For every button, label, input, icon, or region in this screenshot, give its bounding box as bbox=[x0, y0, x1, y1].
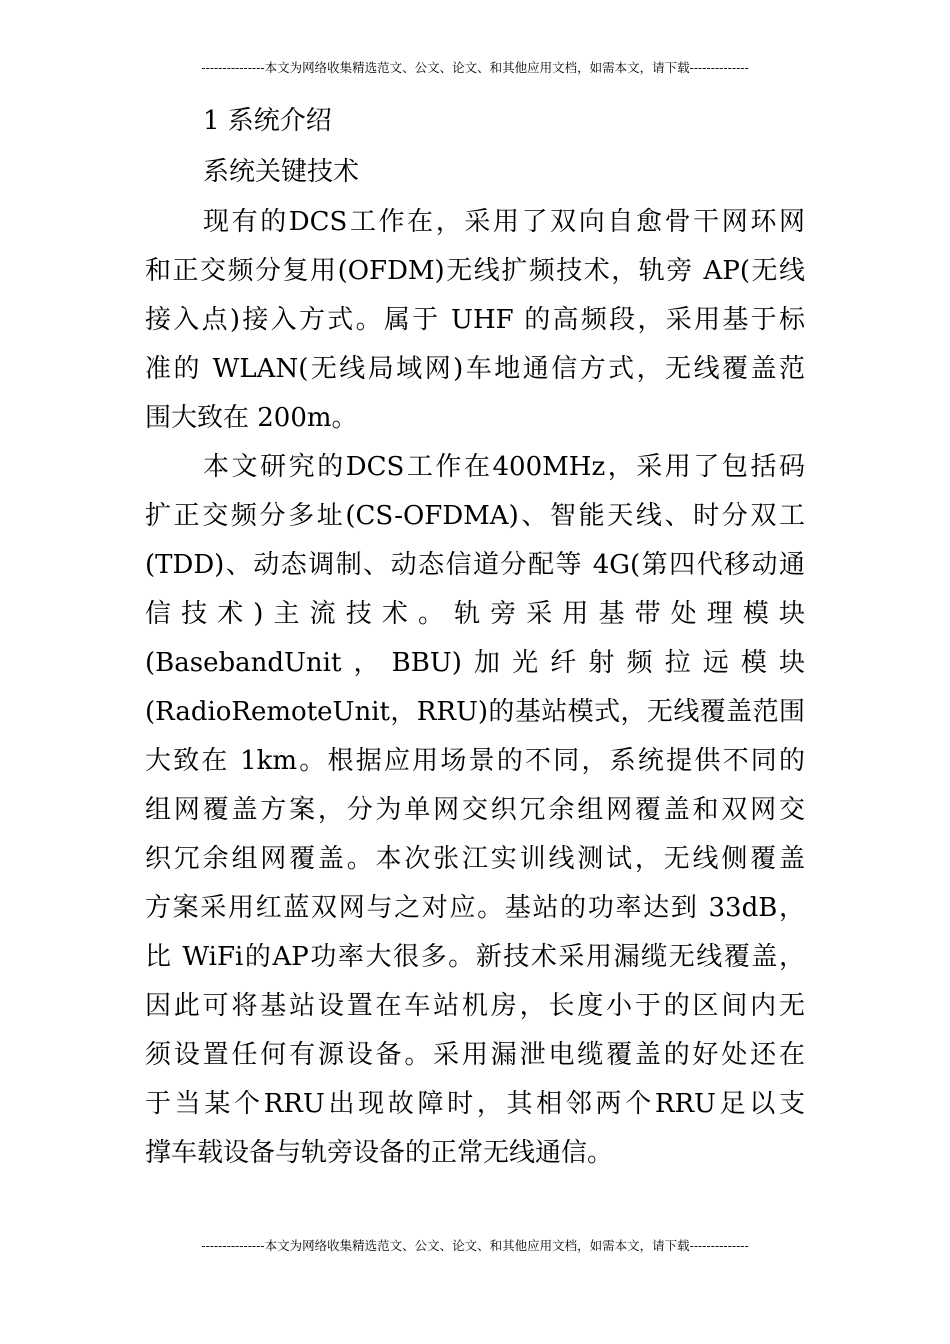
document-body bbox=[145, 96, 805, 1178]
paragraph-line: 比 WiFi的AP功率大很多。新技术采用漏缆无线覆盖， bbox=[145, 942, 805, 972]
paragraph-line: 因此可将基站设置在车站机房，长度小于的区间内无 bbox=[145, 991, 805, 1021]
paragraph-line: 方案采用红蓝双网与之对应。基站的功率达到 33dB， bbox=[145, 893, 805, 923]
section-heading: 1 系统介绍 bbox=[203, 106, 332, 136]
running-footer: ---------------本文为网络收集精选范文、公文、论文、和其他应用文档，如需本文，请下载-------------- bbox=[201, 1238, 749, 1253]
paragraph-line: 须设置任何有源设备。采用漏泄电缆覆盖的好处还在 bbox=[145, 1040, 805, 1070]
paragraph-line: 织冗余组网覆盖。本次张江实训线测试，无线侧覆盖 bbox=[145, 844, 805, 874]
paragraph-line: 本文研究的DCS工作在400MHz，采用了包括码 bbox=[203, 452, 805, 482]
subsection-heading: 系统关键技术 bbox=[203, 157, 360, 187]
paragraph-line: (BasebandUnit，BBU)加光纤射频拉远模块 bbox=[145, 648, 805, 678]
paragraph-line: 接入点)接入方式。属于 UHF 的高频段，采用基于标 bbox=[145, 305, 805, 335]
paragraph-line: 于当某个RRU出现故障时，其相邻两个RRU足以支 bbox=[145, 1089, 805, 1119]
paragraph-2 bbox=[145, 443, 805, 1178]
paragraph-line: 组网覆盖方案，分为单网交织冗余组网覆盖和双网交 bbox=[145, 795, 805, 825]
paragraph-line: 准的 WLAN(无线局域网)车地通信方式，无线覆盖范 bbox=[145, 354, 805, 384]
paragraph-line: 围大致在 200m。 bbox=[145, 403, 358, 433]
paragraph-line: 现有的DCS工作在，采用了双向自愈骨干网环网 bbox=[203, 207, 805, 237]
paragraph-line: 扩正交频分多址(CS-OFDMA)、智能天线、时分双工 bbox=[145, 501, 805, 531]
paragraph-line: 大致在 1km。根据应用场景的不同，系统提供不同的 bbox=[145, 746, 805, 776]
running-header: ---------------本文为网络收集精选范文、公文、论文、和其他应用文档，如需本文，请下载-------------- bbox=[201, 60, 749, 75]
paragraph-line: 撑车载设备与轨旁设备的正常无线通信。 bbox=[145, 1138, 614, 1168]
paragraph-line: 和正交频分复用(OFDM)无线扩频技术，轨旁 AP(无线 bbox=[145, 256, 805, 286]
paragraph-line: 信技术)主流技术。轨旁采用基带处理模块 bbox=[145, 599, 805, 629]
paragraph-line: (RadioRemoteUnit，RRU)的基站模式，无线覆盖范围 bbox=[145, 697, 805, 727]
paragraph-1 bbox=[145, 198, 805, 443]
paragraph-line: (TDD)、动态调制、动态信道分配等 4G(第四代移动通 bbox=[145, 550, 805, 580]
